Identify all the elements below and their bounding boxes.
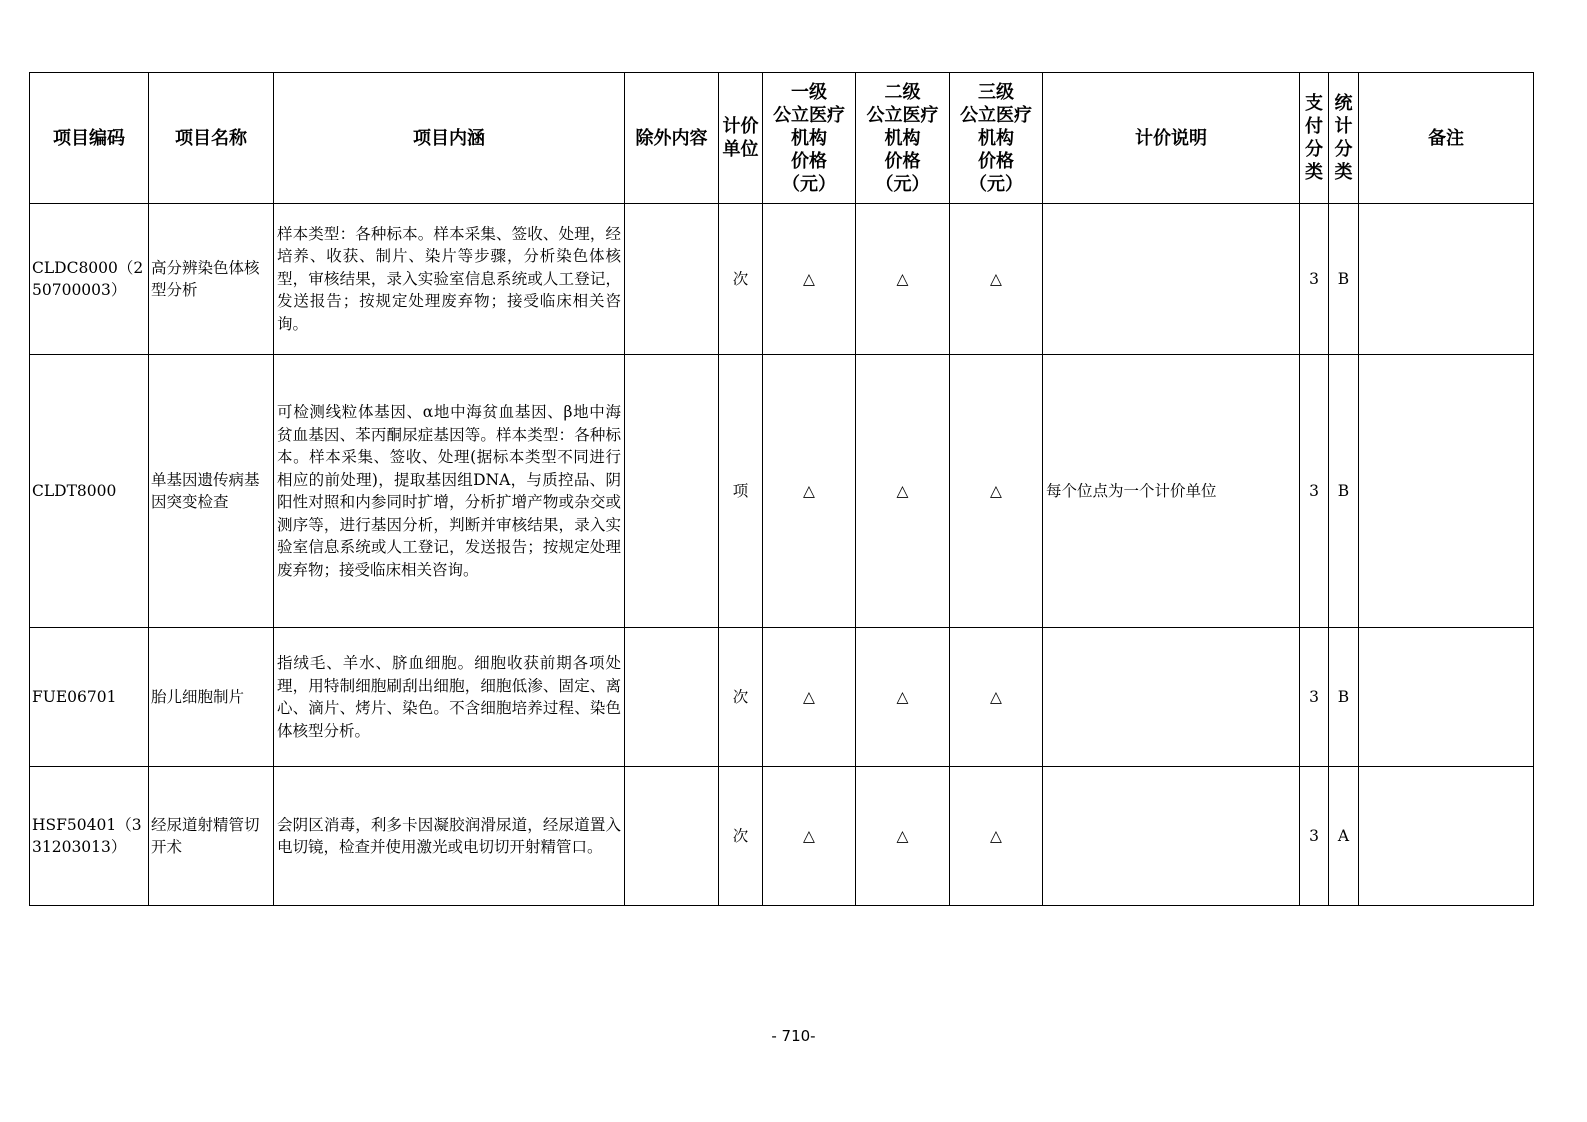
item-payment-category: 3: [1300, 628, 1329, 767]
item-name: 单基因遗传病基因突变检查: [149, 355, 274, 628]
header-pricing-note: 计价说明: [1043, 73, 1300, 204]
item-price-level1: △: [763, 628, 856, 767]
header-payment-category: 支付分类: [1300, 73, 1329, 204]
item-name: 胎儿细胞制片: [149, 628, 274, 767]
item-code: FUE06701: [30, 628, 149, 767]
item-pricing-note: 每个位点为一个计价单位: [1043, 355, 1300, 628]
item-statistics-category: B: [1329, 628, 1359, 767]
item-content: 样本类型：各种标本。样本采集、签收、处理，经培养、收获、制片、染片等步骤，分析染色体核型，审核结果，录入实验室信息系统或人工登记，发送报告；按规定处理废弃物；接受临床相关咨询。: [274, 204, 625, 355]
item-unit: 次: [719, 628, 763, 767]
item-statistics-category: B: [1329, 204, 1359, 355]
item-price-level2: △: [856, 204, 950, 355]
item-exclusion: [625, 204, 719, 355]
header-statistics-category: 统计分类: [1329, 73, 1359, 204]
item-pricing-note: [1043, 767, 1300, 906]
item-unit: 项: [719, 355, 763, 628]
item-price-level2: △: [856, 628, 950, 767]
table-row: [30, 204, 1534, 355]
item-content: 会阴区消毒，利多卡因凝胶润滑尿道，经尿道置入电切镜，检查并使用激光或电切切开射精管口。: [274, 767, 625, 906]
table-row: [30, 628, 1534, 767]
item-unit: 次: [719, 767, 763, 906]
item-price-level3: △: [950, 204, 1043, 355]
header-unit: 计价单位: [719, 73, 763, 204]
header-price-level2: 二级 公立医疗 机构 价格 （元）: [856, 73, 950, 204]
item-code: CLDC8000（250700003）: [30, 204, 149, 355]
item-statistics-category: A: [1329, 767, 1359, 906]
item-payment-category: 3: [1300, 355, 1329, 628]
item-content: 指绒毛、羊水、脐血细胞。细胞收获前期各项处理，用特制细胞刷刮出细胞，细胞低渗、固定、离心、滴片、烤片、染色。不含细胞培养过程、染色体核型分析。: [274, 628, 625, 767]
pricing-table: [29, 72, 1534, 906]
item-remarks: [1359, 355, 1534, 628]
item-exclusion: [625, 767, 719, 906]
header-exclusion: 除外内容: [625, 73, 719, 204]
item-code: CLDT8000: [30, 355, 149, 628]
header-code: 项目编码: [30, 73, 149, 204]
header-row: [30, 73, 1534, 204]
item-price-level3: △: [950, 767, 1043, 906]
page-number: - 710-: [771, 1027, 816, 1045]
table-row: [30, 767, 1534, 906]
item-remarks: [1359, 204, 1534, 355]
item-payment-category: 3: [1300, 204, 1329, 355]
item-name: 经尿道射精管切开术: [149, 767, 274, 906]
item-price-level3: △: [950, 628, 1043, 767]
item-remarks: [1359, 628, 1534, 767]
header-name: 项目名称: [149, 73, 274, 204]
item-statistics-category: B: [1329, 355, 1359, 628]
item-price-level1: △: [763, 355, 856, 628]
item-price-level2: △: [856, 355, 950, 628]
item-remarks: [1359, 767, 1534, 906]
item-payment-category: 3: [1300, 767, 1329, 906]
item-exclusion: [625, 628, 719, 767]
item-content: 可检测线粒体基因、α地中海贫血基因、β地中海贫血基因、苯丙酮尿症基因等。样本类型：各种标本。样本采集、签收、处理(据标本类型不同进行相应的前处理)，提取基因组DNA，与质控品、阴阳性对照和内参同时扩增，分析扩增产物或杂交或测序等，进行基因分析，判断并审核结果，录入实验室信息系统或人工登记，发送报告；按规定处理废弃物；接受临床相关咨询。: [274, 355, 625, 628]
item-pricing-note: [1043, 204, 1300, 355]
item-code: HSF50401（331203013）: [30, 767, 149, 906]
header-content: 项目内涵: [274, 73, 625, 204]
item-exclusion: [625, 355, 719, 628]
item-price-level1: △: [763, 204, 856, 355]
item-price-level2: △: [856, 767, 950, 906]
item-price-level3: △: [950, 355, 1043, 628]
table-row: [30, 355, 1534, 628]
header-remarks: 备注: [1359, 73, 1534, 204]
item-unit: 次: [719, 204, 763, 355]
item-name: 高分辨染色体核型分析: [149, 204, 274, 355]
header-price-level1: 一级 公立医疗 机构 价格 （元）: [763, 73, 856, 204]
header-price-level3: 三级 公立医疗 机构 价格 （元）: [950, 73, 1043, 204]
item-pricing-note: [1043, 628, 1300, 767]
item-price-level1: △: [763, 767, 856, 906]
